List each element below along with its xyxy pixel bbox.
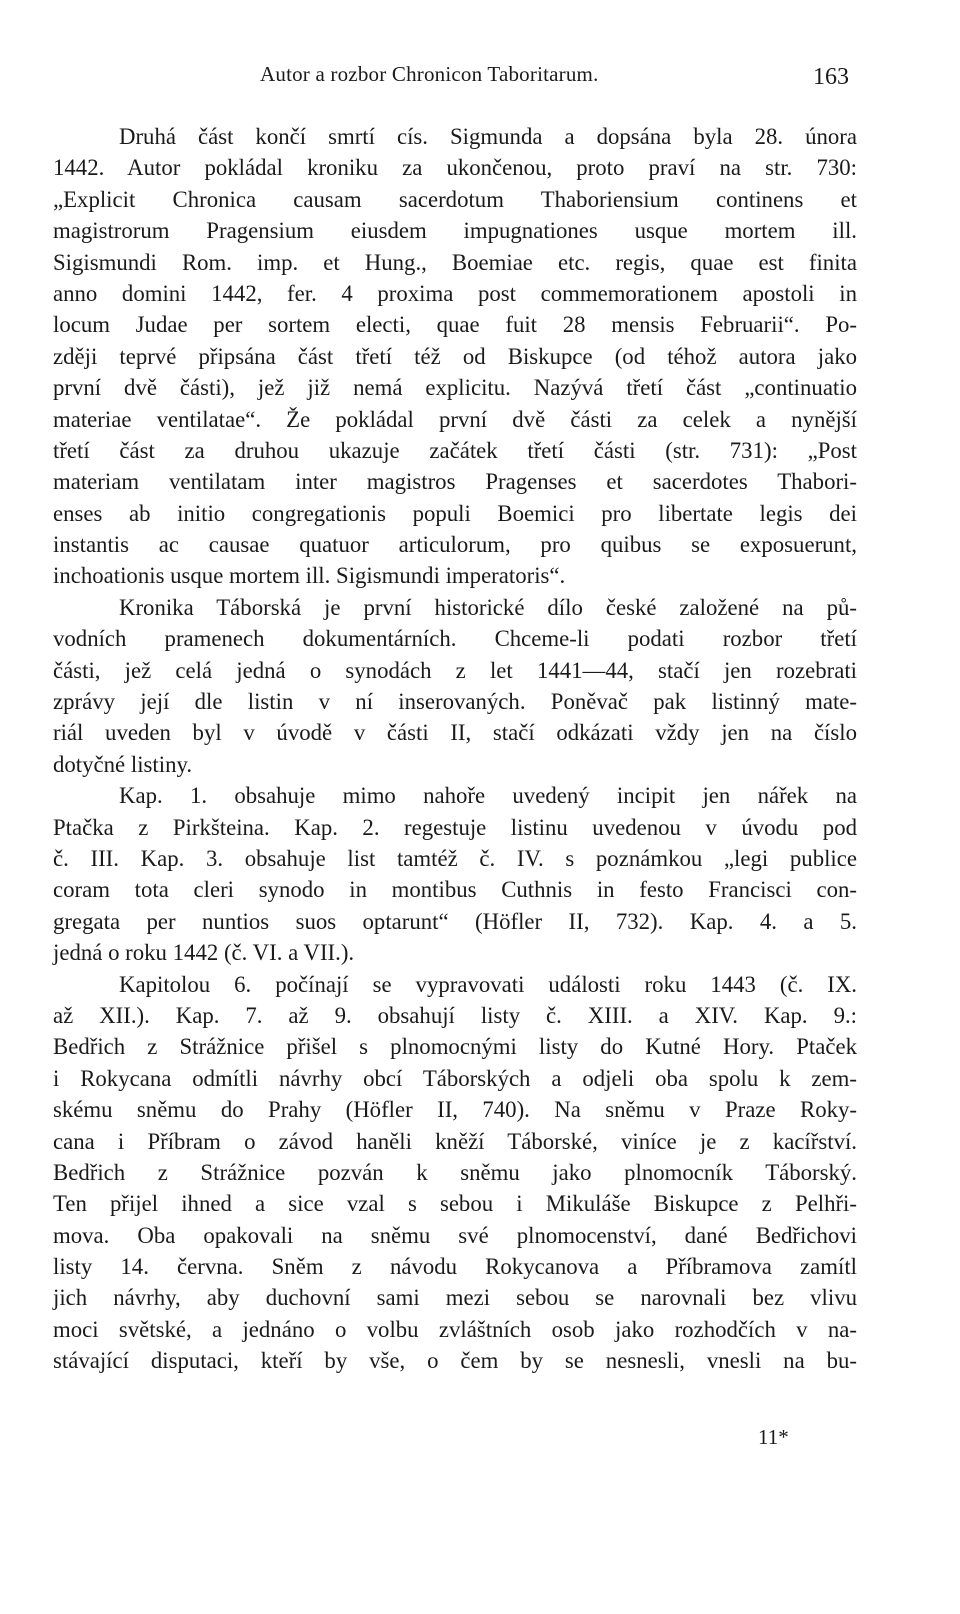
text-line: magistrorum Pragensium eiusdem impugnationes usque mortem ill.: [53, 218, 857, 244]
text-line: zději teprvé připsána část třetí též od Biskupce (od téhož autora jako: [53, 343, 857, 369]
text-line: „Explicit Chronica causam sacerdotum Thaboriensium continens et: [53, 186, 857, 212]
signature-mark: 11*: [758, 1425, 789, 1449]
text-line: mova. Oba opakovali na sněmu své plnomocenství, dané Bedřichovi: [53, 1222, 857, 1248]
text-line: Bedřich z Strážnice přišel s plnomocnými listy do Kutné Hory. Ptaček: [53, 1034, 857, 1060]
text-line: skému sněmu do Prahy (Höfler II, 740). Na sněmu v Praze Roky-: [53, 1097, 857, 1123]
text-line: Kapitolou 6. počínají se vypravovati události roku 1443 (č. IX.: [119, 971, 857, 997]
text-line: Druhá část končí smrtí cís. Sigmunda a dopsána byla 28. února: [119, 124, 857, 149]
text-line: Ptačka z Pirkšteina. Kap. 2. regestuje listinu uvedenou v úvodu pod: [53, 814, 857, 840]
text-line: moci světské, a jednáno o volbu zvláštních osob jako rozhodčích v na-: [53, 1316, 857, 1342]
text-line: listy 14. června. Sněm z návodu Rokycanova a Příbramova zamítl: [53, 1254, 857, 1280]
text-line: dotyčné listiny.: [53, 751, 193, 777]
text-line: Kap. 1. obsahuje mimo nahoře uvedený incipit jen nářek na: [119, 783, 857, 809]
text-line: Sigismundi Rom. imp. et Hung., Boemiae etc. regis, quae est finita: [53, 249, 857, 275]
text-line: stávající disputaci, kteří by vše, o čem by se nesnesli, vnesli na bu-: [53, 1348, 857, 1374]
text-line: cana i Příbram o závod haněli kněží Táborské, viníce je z kacířství.: [53, 1128, 857, 1154]
page-number: 163: [813, 64, 849, 90]
text-line: materiam ventilatam inter magistros Pragenses et sacerdotes Thabori-: [53, 469, 857, 495]
text-line: locum Judae per sortem electi, quae fuit 28 mensis Februarii“. Po-: [53, 312, 857, 338]
text-line: gregata per nuntios suos optarunt“ (Höfler II, 732). Kap. 4. a 5.: [53, 908, 857, 934]
text-line: Ten přijel ihned a sice vzal s sebou i Mikuláše Biskupce z Pelhři-: [53, 1191, 857, 1217]
text-line: instantis ac causae quatuor articulorum, pro quibus se exposuerunt,: [53, 532, 857, 558]
running-head: Autor a rozbor Chronicon Taboritarum.: [260, 62, 599, 86]
text-line: části, jež celá jedná o synodách z let 1441—44, stačí jen rozebrati: [53, 657, 857, 683]
text-line: anno domini 1442, fer. 4 proxima post commemorationem apostoli in: [53, 280, 857, 306]
text-line: vodních pramenech dokumentárních. Chceme-li podati rozbor třetí: [53, 626, 857, 652]
text-line: jedná o roku 1442 (č. VI. a VII.).: [53, 940, 355, 966]
text-line: až XII.). Kap. 7. až 9. obsahují listy č. XIII. a XIV. Kap. 9.:: [53, 1002, 857, 1028]
text-line: zprávy její dle listin v ní inserovaných. Poněvač pak listinný mate-: [53, 689, 857, 715]
text-line: jich návrhy, aby duchovní sami mezi sebou se narovnali bez vlivu: [53, 1285, 857, 1311]
text-line: Bedřich z Strážnice pozván k sněmu jako plnomocník Táborský.: [53, 1159, 857, 1185]
body-text: [53, 121, 857, 1377]
text-line: i Rokycana odmítli návrhy obcí Táborských a odjeli oba spolu k zem-: [53, 1065, 857, 1091]
text-line: riál uveden byl v úvodě v části II, stačí odkázati vždy jen na číslo: [53, 720, 857, 746]
text-line: coram tota cleri synodo in montibus Cuthnis in festo Francisci con-: [53, 877, 857, 903]
text-line: enses ab initio congregationis populi Boemici pro libertate legis dei: [53, 500, 857, 526]
text-line: třetí část za druhou ukazuje začátek třetí části (str. 731): „Post: [53, 437, 857, 463]
text-line: materiae ventilatae“. Že pokládal první dvě části za celek a nynější: [53, 406, 857, 432]
text-line: č. III. Kap. 3. obsahuje list tamtéž č. IV. s poznámkou „legi publice: [53, 845, 857, 871]
text-line: první dvě části), jež již nemá explicitu. Nazývá třetí část „continuatio: [53, 375, 857, 401]
text-line: Kronika Táborská je první historické dílo české založené na pů-: [119, 594, 857, 620]
text-line: 1442. Autor pokládal kroniku za ukončenou, proto praví na str. 730:: [53, 155, 857, 181]
text-line: inchoationis usque mortem ill. Sigismundi imperatoris“.: [53, 563, 566, 589]
